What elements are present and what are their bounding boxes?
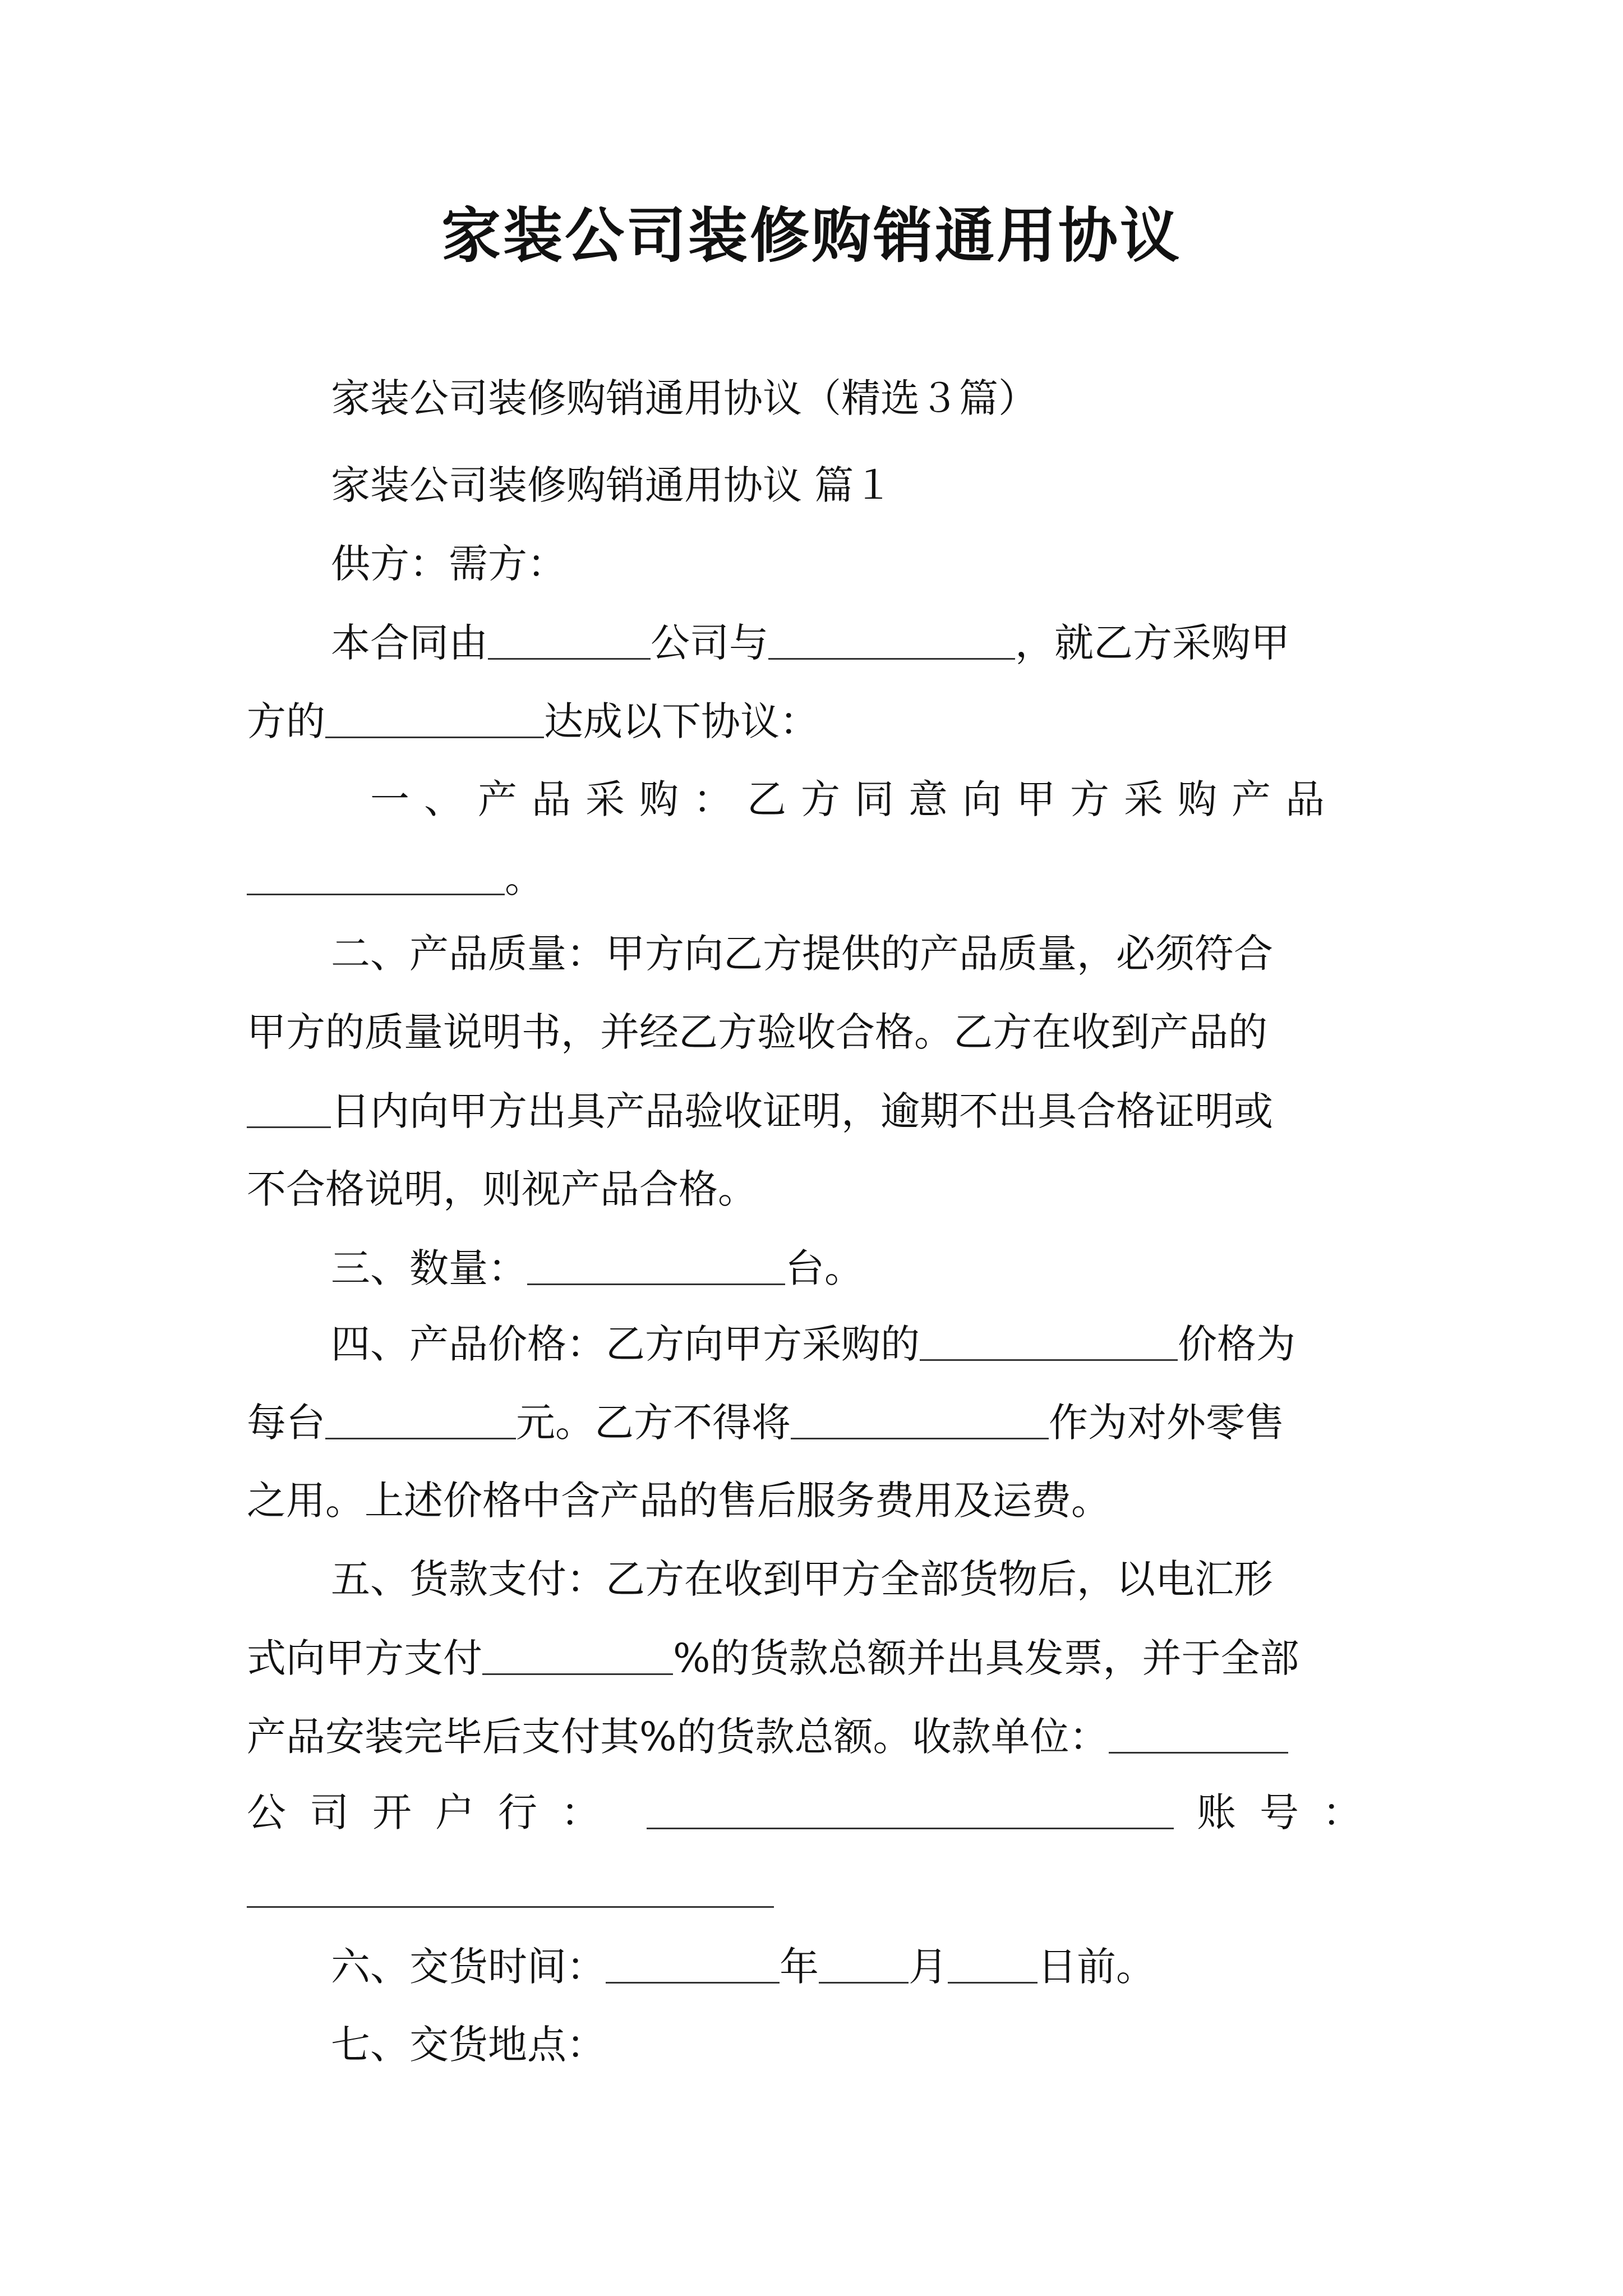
clause4-line-2 <box>247 1394 1385 1451</box>
clause5-line-4 <box>247 1784 1385 1841</box>
clause4-text-4: 元。乙方不得将 <box>516 1400 791 1446</box>
clause1-end: 。 <box>505 855 544 901</box>
blank-month <box>819 1941 909 1984</box>
intro-text-5: 达成以下协议： <box>544 698 819 744</box>
intro-text-4: 方的 <box>247 698 325 744</box>
clause7-line: 七、交货地点： <box>331 2022 606 2068</box>
blank-year <box>606 1941 780 1984</box>
clause5-text-2: %的货款总额并出具发票，并于全部 <box>673 1635 1299 1681</box>
blank-company-a <box>488 618 651 660</box>
clause6-line <box>331 1938 1385 1995</box>
clause6-year: 年 <box>780 1944 819 1990</box>
clause2-line-3 <box>247 1083 1385 1139</box>
clause5-line-5 <box>247 1862 1385 1919</box>
clause3-unit: 台。 <box>785 1245 864 1291</box>
clause4-line-1 <box>331 1315 1385 1372</box>
clause6-month: 月 <box>909 1944 948 1990</box>
clause3-line <box>331 1240 1385 1296</box>
blank-product <box>325 696 544 738</box>
intro-line-2 <box>247 693 1385 749</box>
clause2-line-4: 不合格说明，则视产品合格。 <box>247 1166 757 1212</box>
clause1-line-1 <box>370 771 1385 827</box>
blank-day <box>948 1941 1038 1984</box>
blank-company-b <box>768 618 1015 660</box>
blank-account-number <box>247 1866 774 1908</box>
clause5-account-label: 账号： <box>1197 1789 1385 1835</box>
blank-retail-item <box>791 1397 1049 1439</box>
clause3-label: 三、数量： <box>331 1245 527 1291</box>
blank-unit-price <box>325 1397 516 1439</box>
clause4-text-2: 价格为 <box>1178 1321 1295 1367</box>
blank-quantity <box>527 1243 785 1285</box>
intro-text-1: 本合同由 <box>331 620 488 666</box>
intro-text-2: 公司与 <box>651 620 768 666</box>
clause6-day: 日前。 <box>1038 1944 1155 1990</box>
clause5-text-3: 产品安装完毕后支付其%的货款总额。收款单位： <box>247 1714 1109 1760</box>
blank-bank <box>647 1787 1174 1829</box>
clause5-text-1: 式向甲方支付 <box>247 1635 482 1681</box>
blank-payee <box>1109 1711 1288 1754</box>
clause5-bank-label: 公司开户行： <box>247 1789 624 1835</box>
blank-price-product <box>920 1319 1178 1361</box>
clause5-line-2 <box>247 1630 1385 1686</box>
intro-line-1 <box>331 614 1385 671</box>
document-subtitle: 家装公司装修购销通用协议（精选３篇） <box>331 375 1038 421</box>
clause5-line-1: 五、货款支付：乙方在收到甲方全部货物后，以电汇形 <box>331 1556 1273 1602</box>
intro-text-3: ，就乙方采购甲 <box>1015 620 1290 666</box>
blank-days <box>247 1086 331 1128</box>
clause5-line-3 <box>247 1708 1385 1765</box>
clause4-text-3: 每台 <box>247 1400 325 1446</box>
clause1-line-2 <box>247 850 1385 907</box>
blank-product-purchase <box>247 853 505 895</box>
clause4-line-3: 之用。上述价格中含产品的售后服务费用及运费。 <box>247 1478 1110 1524</box>
section-heading: 家装公司装修购销通用协议 篇１ <box>331 462 893 508</box>
clause2-line-3-text: 日内向甲方出具产品验收证明，逾期不出具合格证明或 <box>331 1088 1273 1134</box>
clause4-text-1: 四、产品价格：乙方向甲方采购的 <box>331 1321 920 1367</box>
clause1-text: 一、产品采购：乙方同意向甲方采购产品 <box>370 776 1339 822</box>
clause2-line-1: 二、产品质量：甲方向乙方提供的产品质量，必须符合 <box>331 931 1273 977</box>
clause4-text-5: 作为对外零售 <box>1049 1400 1284 1446</box>
clause2-line-2: 甲方的质量说明书，并经乙方验收合格。乙方在收到产品的 <box>247 1009 1267 1055</box>
document-title: 家装公司装修购销通用协议 <box>441 200 1182 270</box>
clause6-label: 六、交货时间： <box>331 1944 606 1990</box>
parties-line: 供方：需方： <box>331 541 566 587</box>
blank-payment-percent <box>482 1633 673 1675</box>
